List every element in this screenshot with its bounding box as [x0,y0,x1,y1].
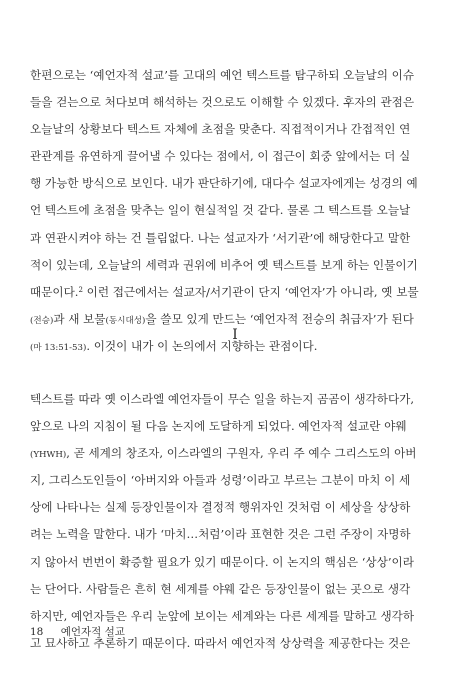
paragraph-section-one [30,386,438,657]
reference-note: (마 13:51-53) [30,342,87,353]
text-line [30,89,438,116]
line-text: 지 않아서 번번이 확증할 필요가 있기 때문이다. 이 논지의 핵심은 ‘상상’이라 [30,554,414,569]
text-line [30,549,438,576]
line-text: 행 가능한 방식으로 보인다. 내가 판단하기에, 대다수 설교자에게는 성경의 예 [30,176,418,191]
text-line [30,576,438,603]
text-line [30,62,438,89]
line-text: 고 묘사하고 추론하기 때문이다. 따라서 예언자적 상상력을 제공한다는 것은 [30,635,411,650]
line-text: 상에 나타나는 실제 등장인물이자 결정적 행위자인 것처럼 이 세상을 상상하 [30,500,411,515]
line-text: 관관계를 유연하게 끌어낼 수 있다는 점에서, 이 접근이 회중 앞에서는 더 실 [30,149,411,164]
text-line [30,440,438,467]
line-text: 과 새 보물 [53,311,106,326]
text-line [30,521,438,548]
line-text: 앞으로 나의 지침이 될 다음 논지에 도달하게 되었다. 예언자적 설교란 야웨 [30,419,407,434]
line-text: 지, 그리스도인들이 ‘아버지와 아들과 성령’이라고 부르는 그분이 마치 이 세 [30,473,411,488]
line-text: , 곧 세계의 창조자, 이스라엘의 구원자, 우리 주 예수 그리스도의 아버 [66,446,417,461]
text-line [30,197,438,224]
footnote-marker: 2 [78,285,83,294]
text-line [30,413,438,440]
line-text: 오늘날의 상황보다 텍스트 자체에 초점을 맞춘다. 직접적이거나 간접적인 연 [30,122,411,137]
line-text: 들을 걷는으로 처다보며 해석하는 것으로도 이해할 수 있겠다. 후자의 관점은 [30,95,415,110]
line-text: 려는 노력을 말한다. 내가 ‘마치…처럼’이라 표현한 것은 그런 주장이 자명하 [30,527,411,542]
line-text: 을 쓸모 있게 만드는 ‘예언자적 전승의 취급자’가 된다 [145,311,414,326]
line-text: 한편으로는 ‘예언자적 설교’를 고대의 예언 텍스트를 탐구하되 오늘날의 이슈 [30,68,415,82]
text-line [30,279,438,306]
text-line [30,143,438,170]
line-text: 는 단어다. 사람들은 흔히 현 세계를 야웨 같은 등장인물이 없는 곳으로 생각 [30,581,411,596]
line-text: 과 연관시켜야 하는 건 틀림없다. 나는 설교자가 ‘서기관’에 해당한다고 말한 [30,230,411,245]
line-text: 하지만, 예언자들은 우리 눈앞에 보이는 세계와는 다른 세계를 말하고 생각하 [30,608,415,623]
section-heading: I [232,327,238,343]
line-text: 적이 있는데, 오늘날의 세력과 권위에 비추어 옛 텍스트를 보게 하는 인물이기 [30,257,418,272]
text-line [30,386,438,413]
line-text: 언 텍스트에 초점을 맞추는 일이 현실적일 것 같다. 물론 그 텍스트를 오늘날 [30,203,411,218]
line-text: 때문이다. [30,284,79,299]
text-line [30,494,438,521]
reference-note: (동시대성) [105,315,146,326]
page-footer [30,624,125,639]
text-line [30,252,438,279]
paragraph-intro [30,62,438,360]
text-line [30,170,438,197]
line-text: 이런 접근에서는 설교자/서기관이 단지 ‘예언자’가 아니라, 옛 보물 [82,284,419,299]
reference-note: (YHWH) [30,450,67,461]
text-line [30,467,438,494]
text-line [30,225,438,252]
line-text: 텍스트를 따라 옛 이스라엘 예언자들이 무슨 일을 하는지 곰곰이 생각하다가, [30,392,415,406]
line-text: . 이것이 내가 이 논의에서 지향하는 관점이다. [86,338,318,353]
page-number: 18 [30,626,44,638]
text-line [30,116,438,143]
running-title: 예언자적 설교 [60,626,125,638]
reference-note: (전승) [30,315,54,326]
